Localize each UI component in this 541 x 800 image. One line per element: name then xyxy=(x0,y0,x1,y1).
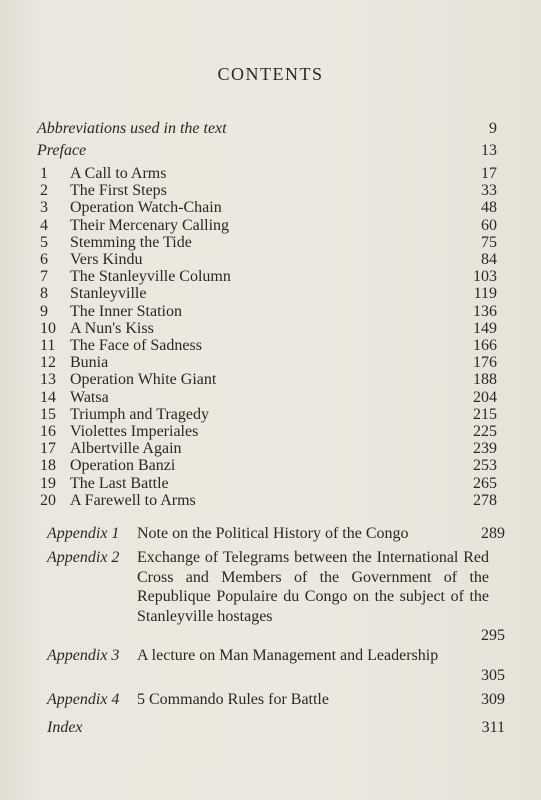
chapter-number: 16 xyxy=(40,423,56,440)
chapter-title: The Last Battle xyxy=(70,474,169,492)
chapter-number: 17 xyxy=(40,440,56,458)
chapter-number: 20 xyxy=(40,491,56,509)
chapter-title: Watsa xyxy=(70,388,109,406)
chapter-page: 119 xyxy=(473,285,497,303)
chapter-page: 188 xyxy=(473,371,497,389)
chapter-number: 6 xyxy=(40,251,48,268)
appendix-text: A lecture on Man Management and Leadership xyxy=(137,647,439,664)
chapter-title: Operation White Giant xyxy=(70,371,217,389)
chapter-title: Albertville Again xyxy=(70,440,182,458)
chapter-number: 5 xyxy=(40,233,48,251)
chapter-number: 2 xyxy=(40,182,48,200)
appendix-2-entry xyxy=(47,548,505,648)
chapter-number: 18 xyxy=(40,457,56,475)
chapter-number: 11 xyxy=(40,337,56,354)
contents-heading: CONTENTS xyxy=(217,64,324,84)
chapter-number: 12 xyxy=(40,354,56,372)
appendix-4-entry xyxy=(47,690,505,712)
chapter-page: 149 xyxy=(473,319,497,337)
chapter-page: 239 xyxy=(473,440,497,458)
chapter-page: 84 xyxy=(481,251,497,268)
appendix-page: 289 xyxy=(481,525,505,542)
toc-front-page: 9 xyxy=(489,120,497,137)
chapter-page: 265 xyxy=(473,474,497,492)
chapter-title: Bunia xyxy=(70,354,109,372)
chapter-number: 3 xyxy=(40,199,48,217)
toc-front-label: Abbreviations used in the text xyxy=(37,120,227,137)
chapter-page: 278 xyxy=(473,491,497,509)
chapter-title: Operation Banzi xyxy=(70,457,176,475)
chapter-page: 60 xyxy=(481,216,497,234)
chapter-number: 9 xyxy=(40,302,48,320)
chapter-page: 253 xyxy=(473,457,497,475)
appendix-text: Note on the Political History of the Congo xyxy=(137,525,409,542)
chapter-title: A Farewell to Arms xyxy=(70,491,196,509)
chapter-number: 8 xyxy=(40,285,48,303)
chapter-page: 48 xyxy=(481,199,497,217)
appendix-label: Appendix 2 xyxy=(47,549,120,566)
toc-front-page: 13 xyxy=(481,142,497,159)
chapter-title: Vers Kindu xyxy=(70,251,143,268)
chapter-page: 225 xyxy=(473,423,497,440)
chapter-number: 19 xyxy=(40,474,56,492)
chapter-title: Violettes Imperiales xyxy=(70,423,199,440)
chapter-page: 103 xyxy=(473,268,497,286)
index-label: Index xyxy=(47,719,83,736)
appendix-label: Appendix 1 xyxy=(47,525,120,542)
chapter-number: 14 xyxy=(40,388,56,406)
chapter-number: 10 xyxy=(40,319,56,337)
appendix-1-entry xyxy=(47,524,505,546)
chapter-page: 136 xyxy=(473,302,497,320)
appendix-text: Exchange of Telegrams between the International Red Cross and Members of the Government of the Republique Populaire du Congo on the subject of the Stanleyville hostages xyxy=(137,549,489,625)
appendix-page: 305 xyxy=(481,667,505,684)
chapter-title: Stanleyville xyxy=(70,285,147,303)
chapter-page: 17 xyxy=(481,165,497,182)
chapter-page: 176 xyxy=(473,354,497,372)
chapter-page: 33 xyxy=(481,182,497,200)
chapter-title: The Face of Sadness xyxy=(70,337,202,354)
chapter-title: Their Mercenary Calling xyxy=(70,216,230,234)
chapter-title: The First Steps xyxy=(70,182,167,200)
chapter-title: A Nun's Kiss xyxy=(70,319,154,337)
toc-front-label: Preface xyxy=(37,142,87,159)
appendix-page: 309 xyxy=(481,691,505,708)
chapter-title: Triumph and Tragedy xyxy=(70,405,209,423)
chapter-number: 1 xyxy=(40,165,48,182)
chapter-number: 13 xyxy=(40,371,56,389)
chapter-page: 215 xyxy=(473,405,497,423)
appendix-3-entry xyxy=(47,646,505,688)
chapter-number: 4 xyxy=(40,216,48,234)
chapter-page: 75 xyxy=(481,233,497,251)
chapter-title: A Call to Arms xyxy=(70,165,167,182)
appendix-page: 295 xyxy=(481,627,505,644)
chapter-title: Stemming the Tide xyxy=(70,233,192,251)
appendix-text: 5 Commando Rules for Battle xyxy=(137,691,329,708)
chapter-title: The Stanleyville Column xyxy=(70,268,231,286)
chapter-number: 7 xyxy=(40,268,48,286)
chapter-number: 15 xyxy=(40,405,56,423)
index-page: 311 xyxy=(481,719,505,736)
appendix-label: Appendix 3 xyxy=(47,647,120,664)
chapter-title: Operation Watch-Chain xyxy=(70,199,222,217)
appendix-label: Appendix 4 xyxy=(47,691,120,708)
chapter-page: 166 xyxy=(473,337,497,354)
chapter-title: The Inner Station xyxy=(70,302,182,320)
chapter-page: 204 xyxy=(473,388,497,406)
